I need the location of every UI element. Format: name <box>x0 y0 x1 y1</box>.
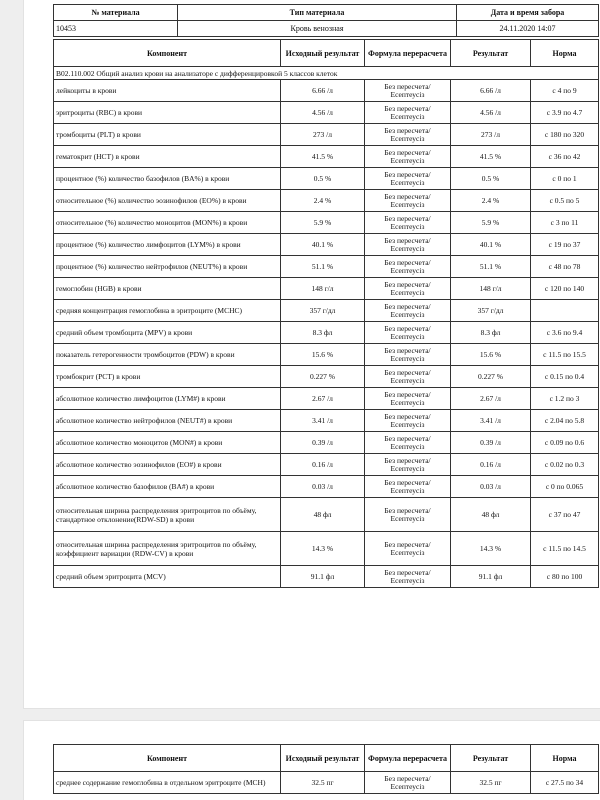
col-result: Результат <box>451 40 531 67</box>
reference-range: с 0 по 0.065 <box>531 476 599 498</box>
reference-range: с 19 по 37 <box>531 234 599 256</box>
result-value: 5.9 % <box>451 212 531 234</box>
table-row <box>54 322 599 344</box>
recalc-formula: Без пересчета/ Есептеусіз <box>365 278 451 300</box>
header-material-type: Тип материала <box>178 5 457 21</box>
reference-range: с 48 по 78 <box>531 256 599 278</box>
col-norm: Норма <box>531 40 599 67</box>
material-info-table <box>53 4 599 37</box>
initial-result: 14.3 % <box>281 532 365 566</box>
result-value: 0.39 /л <box>451 432 531 454</box>
col-initial-result: Исходный результат <box>281 745 365 772</box>
recalc-formula: Без пересчета/ Есептеусіз <box>365 234 451 256</box>
initial-result: 40.1 % <box>281 234 365 256</box>
recalc-formula: Без пересчета/ Есептеусіз <box>365 344 451 366</box>
reference-range: с 180 по 320 <box>531 124 599 146</box>
recalc-formula: Без пересчета/ Есептеусіз <box>365 168 451 190</box>
result-value: 91.1 фл <box>451 566 531 588</box>
recalc-formula: Без пересчета/ Есептеусіз <box>365 566 451 588</box>
table-row <box>54 300 599 322</box>
reference-range: с 37 по 47 <box>531 498 599 532</box>
col-formula: Формула перерасчета <box>365 40 451 67</box>
recalc-formula: Без пересчета/ Есептеусіз <box>365 772 451 794</box>
reference-range: с 2.04 по 5.8 <box>531 410 599 432</box>
initial-result: 2.4 % <box>281 190 365 212</box>
recalc-formula: Без пересчета/ Есептеусіз <box>365 476 451 498</box>
initial-result: 148 г/л <box>281 278 365 300</box>
component-name: абсолютное количество лимфоцитов (LYM#) в крови <box>54 388 281 410</box>
recalc-formula: Без пересчета/ Есептеусіз <box>365 454 451 476</box>
result-value: 0.16 /л <box>451 454 531 476</box>
col-norm: Норма <box>531 745 599 772</box>
result-value: 0.227 % <box>451 366 531 388</box>
component-name: абсолютное количество нейтрофилов (NEUT#) в крови <box>54 410 281 432</box>
table-row <box>54 410 599 432</box>
material-no: 10453 <box>54 21 178 37</box>
table-row <box>54 344 599 366</box>
col-result: Результат <box>451 745 531 772</box>
result-value: 4.56 /л <box>451 102 531 124</box>
recalc-formula: Без пересчета/ Есептеусіз <box>365 80 451 102</box>
table-row <box>54 190 599 212</box>
recalc-formula: Без пересчета/ Есептеусіз <box>365 124 451 146</box>
table-row <box>54 432 599 454</box>
report-page-1 <box>24 0 600 708</box>
component-name: лейкоциты в крови <box>54 80 281 102</box>
initial-result: 48 фл <box>281 498 365 532</box>
recalc-formula: Без пересчета/ Есептеусіз <box>365 498 451 532</box>
table-row <box>54 388 599 410</box>
table-row <box>54 212 599 234</box>
result-value: 0.5 % <box>451 168 531 190</box>
reference-range: с 11.5 по 15.5 <box>531 344 599 366</box>
result-value: 14.3 % <box>451 532 531 566</box>
table-row <box>54 146 599 168</box>
component-name: тромбокрит (PCT) в крови <box>54 366 281 388</box>
component-name: относительная ширина распределения эритроцитов по объёму, коэффициент вариации (RDW-CV) в крови <box>54 532 281 566</box>
header-collection-datetime: Дата и время забора <box>457 5 599 21</box>
initial-result: 8.3 фл <box>281 322 365 344</box>
component-name: средняя концентрация гемоглобина в эритроците (MCHC) <box>54 300 281 322</box>
reference-range: с 36 по 42 <box>531 146 599 168</box>
result-value: 273 /л <box>451 124 531 146</box>
reference-range: с 0 по 1 <box>531 168 599 190</box>
result-value: 6.66 /л <box>451 80 531 102</box>
initial-result: 273 /л <box>281 124 365 146</box>
table-row <box>54 234 599 256</box>
header-material-no: № материала <box>54 5 178 21</box>
result-value: 2.67 /л <box>451 388 531 410</box>
collection-datetime: 24.11.2020 14:07 <box>457 21 599 37</box>
component-name: среднее содержание гемоглобина в отдельном эритроците (MCH) <box>54 772 281 794</box>
result-value: 32.5 пг <box>451 772 531 794</box>
table-row <box>54 102 599 124</box>
component-name: гемоглобин (HGB) в крови <box>54 278 281 300</box>
result-value: 2.4 % <box>451 190 531 212</box>
result-value: 40.1 % <box>451 234 531 256</box>
col-component: Компонент <box>54 745 281 772</box>
component-name: эритроциты (RBC) в крови <box>54 102 281 124</box>
initial-result: 0.5 % <box>281 168 365 190</box>
component-name: абсолютное количество моноцитов (MON#) в крови <box>54 432 281 454</box>
initial-result: 15.6 % <box>281 344 365 366</box>
recalc-formula: Без пересчета/ Есептеусіз <box>365 212 451 234</box>
reference-range: с 3 по 11 <box>531 212 599 234</box>
result-value: 48 фл <box>451 498 531 532</box>
recalc-formula: Без пересчета/ Есептеусіз <box>365 256 451 278</box>
reference-range: с 4 по 9 <box>531 80 599 102</box>
recalc-formula: Без пересчета/ Есептеусіз <box>365 532 451 566</box>
results-table <box>53 39 599 588</box>
result-value: 357 г/дл <box>451 300 531 322</box>
report-page-2 <box>24 721 600 800</box>
component-name: абсолютное количество базофилов (BA#) в крови <box>54 476 281 498</box>
reference-range: с 0.5 по 5 <box>531 190 599 212</box>
component-name: относительное (%) количество моноцитов (MON%) в крови <box>54 212 281 234</box>
component-name: процентное (%) количество лимфоцитов (LYM%) в крови <box>54 234 281 256</box>
reference-range: с 80 по 100 <box>531 566 599 588</box>
reference-range: с 1.2 по 3 <box>531 388 599 410</box>
component-name: абсолютное количество эозинофилов (EO#) в крови <box>54 454 281 476</box>
initial-result: 41.5 % <box>281 146 365 168</box>
initial-result: 2.67 /л <box>281 388 365 410</box>
reference-range <box>531 300 599 322</box>
recalc-formula: Без пересчета/ Есептеусіз <box>365 190 451 212</box>
reference-range: с 0.02 по 0.3 <box>531 454 599 476</box>
component-name: тромбоциты (PLT) в крови <box>54 124 281 146</box>
recalc-formula: Без пересчета/ Есептеусіз <box>365 102 451 124</box>
reference-range: с 3.6 по 9.4 <box>531 322 599 344</box>
table-row <box>54 278 599 300</box>
result-value: 148 г/л <box>451 278 531 300</box>
result-value: 3.41 /л <box>451 410 531 432</box>
col-initial-result: Исходный результат <box>281 40 365 67</box>
material-type: Кровь венозная <box>178 21 457 37</box>
initial-result: 4.56 /л <box>281 102 365 124</box>
table-row <box>54 566 599 588</box>
col-formula: Формула перерасчета <box>365 745 451 772</box>
initial-result: 0.03 /л <box>281 476 365 498</box>
col-component: Компонент <box>54 40 281 67</box>
table-row <box>54 532 599 566</box>
initial-result: 3.41 /л <box>281 410 365 432</box>
component-name: показатель гетерогенности тромбоцитов (PDW) в крови <box>54 344 281 366</box>
initial-result: 0.39 /л <box>281 432 365 454</box>
component-name: относительное (%) количество эозинофилов (EO%) в крови <box>54 190 281 212</box>
table-row <box>54 256 599 278</box>
result-value: 15.6 % <box>451 344 531 366</box>
result-value: 8.3 фл <box>451 322 531 344</box>
component-name: средний объем эритроцита (MCV) <box>54 566 281 588</box>
recalc-formula: Без пересчета/ Есептеусіз <box>365 410 451 432</box>
reference-range: с 120 по 140 <box>531 278 599 300</box>
reference-range: с 3.9 по 4.7 <box>531 102 599 124</box>
results-table-continued <box>53 744 599 794</box>
component-name: относительная ширина распределения эритроцитов по объёму, стандартное отклонение(RDW-SD) в крови <box>54 498 281 532</box>
test-group-title: B02.110.002 Общий анализ крови на анализаторе с дифференцировкой 5 классов клеток <box>54 67 599 80</box>
table-row <box>54 80 599 102</box>
component-name: процентное (%) количество базофилов (BA%) в крови <box>54 168 281 190</box>
result-value: 0.03 /л <box>451 476 531 498</box>
reference-range: с 0.15 по 0.4 <box>531 366 599 388</box>
table-row <box>54 454 599 476</box>
reference-range: с 0.09 по 0.6 <box>531 432 599 454</box>
component-name: средний объем тромбоцита (MPV) в крови <box>54 322 281 344</box>
initial-result: 0.227 % <box>281 366 365 388</box>
recalc-formula: Без пересчета/ Есептеусіз <box>365 146 451 168</box>
result-value: 41.5 % <box>451 146 531 168</box>
table-row <box>54 476 599 498</box>
table-row <box>54 772 599 794</box>
recalc-formula: Без пересчета/ Есептеусіз <box>365 388 451 410</box>
table-row <box>54 366 599 388</box>
recalc-formula: Без пересчета/ Есептеусіз <box>365 300 451 322</box>
recalc-formula: Без пересчета/ Есептеусіз <box>365 432 451 454</box>
initial-result: 91.1 фл <box>281 566 365 588</box>
initial-result: 5.9 % <box>281 212 365 234</box>
initial-result: 51.1 % <box>281 256 365 278</box>
table-row <box>54 168 599 190</box>
initial-result: 6.66 /л <box>281 80 365 102</box>
table-row <box>54 498 599 532</box>
component-name: процентное (%) количество нейтрофилов (NEUT%) в крови <box>54 256 281 278</box>
result-value: 51.1 % <box>451 256 531 278</box>
initial-result: 0.16 /л <box>281 454 365 476</box>
reference-range: с 27.5 по 34 <box>531 772 599 794</box>
reference-range: с 11.5 по 14.5 <box>531 532 599 566</box>
initial-result: 357 г/дл <box>281 300 365 322</box>
recalc-formula: Без пересчета/ Есептеусіз <box>365 366 451 388</box>
component-name: гематокрит (HCT) в крови <box>54 146 281 168</box>
table-row <box>54 124 599 146</box>
recalc-formula: Без пересчета/ Есептеусіз <box>365 322 451 344</box>
initial-result: 32.5 пг <box>281 772 365 794</box>
